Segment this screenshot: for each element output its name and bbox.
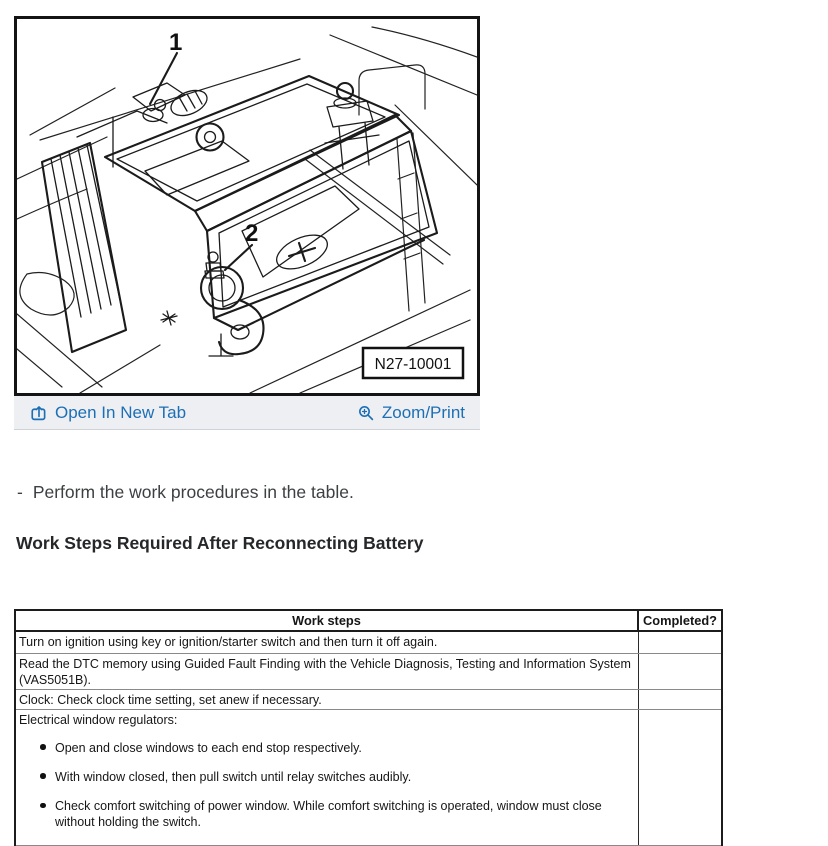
completed-header: Completed? [638,610,722,631]
work-steps-header: Work steps [15,610,638,631]
figure-code: N27-10001 [374,356,452,373]
completed-cell [638,653,722,690]
section-heading: Work Steps Required After Reconnecting Battery [16,533,424,553]
battery-line-drawing [17,19,477,393]
zoom-print-link[interactable] [357,403,465,423]
magnifier-plus-icon [357,404,375,422]
plus-mark [161,311,177,325]
battery-top-cover [105,76,399,211]
battery-diagram-image [14,16,480,396]
bullet-item: Open and close windows to each end stop respectively. [40,740,634,756]
figure-widget [14,16,480,430]
table-row [15,653,722,690]
work-step-label: Electrical window regulators: [19,713,178,728]
work-step-cell: Read the DTC memory using Guided Fault Finding with the Vehicle Diagnosis, Testing and Information System (VAS5051B). [15,653,638,690]
engine-bay-background [17,27,477,393]
completed-cell [638,690,722,710]
work-step-cell: Turn on ignition using key or ignition/starter switch and then turn it off again. [15,631,638,653]
table-row [15,690,722,710]
zoom-print-label: Zoom/Print [381,402,465,422]
instruction-dash: - [17,482,23,502]
table-row [15,631,722,653]
table-row [15,710,722,845]
bullet-item: Check comfort switching of power window. While comfort switching is operated, window must close without holding the switch. [40,798,634,831]
instruction-line [17,482,354,503]
work-steps-table-container [14,609,723,846]
figure-footer-bar [14,396,480,430]
work-step-cell: Clock: Check clock time setting, set anew if necessary. [15,690,638,710]
callout-2-label: 2 [245,220,259,247]
callout-1-label: 1 [169,29,183,56]
battery-body [195,115,437,356]
work-step-cell [15,710,638,845]
bullet-item: With window closed, then pull switch until relay switches audibly. [40,769,634,785]
instruction-text: Perform the work procedures in the table. [32,482,354,502]
completed-cell [638,710,722,845]
work-steps-table [14,609,723,846]
completed-cell [638,631,722,653]
figure-code-box [363,348,463,378]
callout-1 [150,29,182,104]
work-step-bullet-list [40,740,634,831]
battery-side-slats [42,143,126,352]
open-in-new-tab-link[interactable] [30,403,186,423]
open-in-new-tab-icon [30,404,48,422]
open-in-new-tab-label: Open In New Tab [55,402,187,422]
table-header-row [15,610,722,631]
